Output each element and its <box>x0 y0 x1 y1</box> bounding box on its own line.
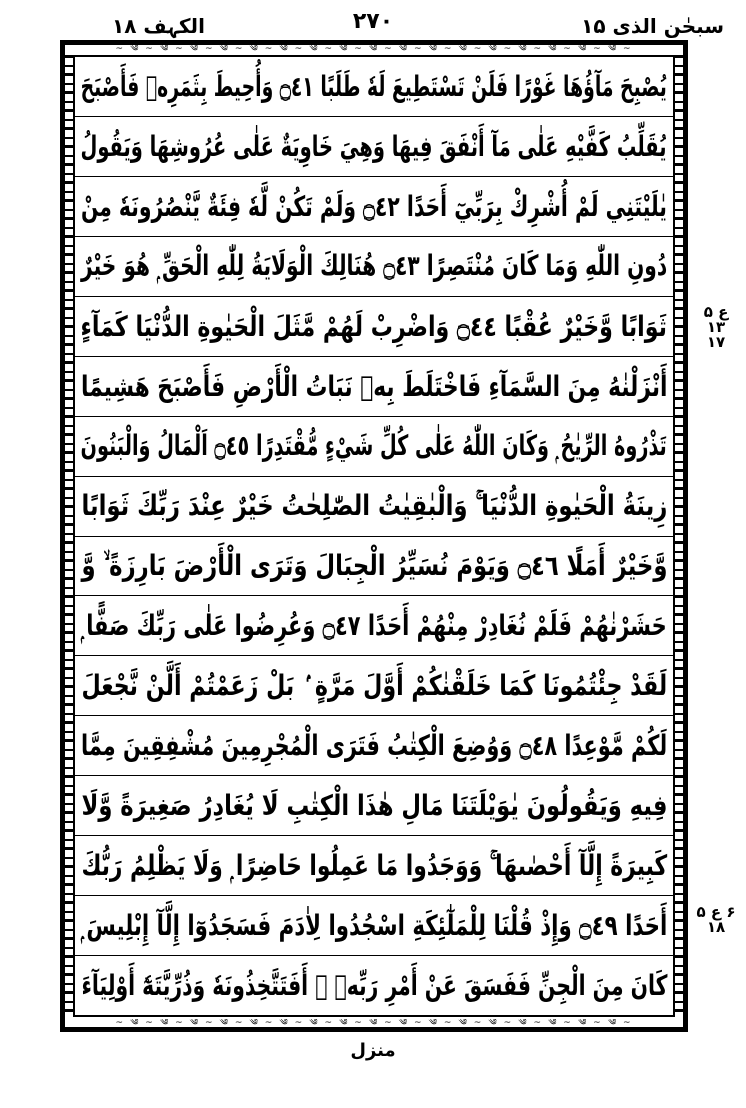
verse-line: زِينَةُ الْحَيٰوةِ الدُّنْيَا ۚ وَالْبٰقِيٰتُ الصّٰلِحٰتُ خَيْرٌ عِنْدَ رَبِّكَ ثَوَابًا <box>75 477 673 537</box>
verse-line: أَنْزَلْنٰهُ مِنَ السَّمَآءِ فَاخْتَلَطَ بِهٖ نَبَاتُ الْأَرْضِ فَأَصْبَحَ هَشِيمًا <box>75 357 673 417</box>
frame-ornament-bottom: ~ ༄ ~ ༄ ~ ༄ ~ ༄ ~ ༄ ~ ༄ ~ ༄ ~ ༄ ~ ༄ ~ ༄ ~ ༄ ~ ༄ ~ ༄ ~ ༄ ~ ༄ ~ ༄ ~ ༄ ~ <box>115 1019 633 1027</box>
verse-line: يُقَلِّبُ كَفَّيْهِ عَلٰى مَآ أَنْفَقَ فِيهَا وَهِيَ خَاوِيَةٌ عَلٰى عُرُوشِهَا وَيَقُولُ <box>75 117 673 177</box>
verse-line: دُونِ اللّٰهِ وَمَا كَانَ مُنْتَصِرًا ۝٤٣ هُنَالِكَ الْوَلَايَةُ لِلّٰهِ الْحَقِّ ۭ هُوَ خَيْرٌ <box>75 237 673 297</box>
page-number: ۲۷۰ <box>352 9 394 34</box>
manzil-label: منزل <box>350 1040 396 1061</box>
verse-line: ثَوَابًا وَّخَيْرٌ عُقْبًا ۝٤٤ وَاضْرِبْ لَهُمْ مَّثَلَ الْحَيٰوةِ الدُّنْيَا كَمَآءٍ <box>75 297 673 357</box>
verse-line: يٰلَيْتَنِي لَمْ أُشْرِكْ بِرَبِّيٓ أَحَدًا ۝٤٢ وَلَمْ تَكُنْ لَّهٗ فِئَةٌ يَّنْصُرُونَهٗ مِنْ <box>75 177 673 237</box>
verse-line: لَقَدْ جِئْتُمُونَا كَمَا خَلَقْنٰكُمْ أَوَّلَ مَرَّةٍ ۢ بَلْ زَعَمْتُمْ أَلَّنْ نَّجْعَلَ <box>75 656 673 716</box>
frame-ornament-top: ~ ༄ ~ ༄ ~ ༄ ~ ༄ ~ ༄ ~ ༄ ~ ༄ ~ ༄ ~ ༄ ~ ༄ ~ ༄ ~ ༄ ~ ༄ ~ ༄ ~ ༄ ~ ༄ ~ ༄ ~ <box>115 45 633 53</box>
frame-ornament-left <box>65 55 73 1017</box>
verse-line: لَكُمْ مَّوْعِدًا ۝٤٨ وَوُضِعَ الْكِتٰبُ فَتَرَى الْمُجْرِمِينَ مُشْفِقِينَ مِمَّا <box>75 716 673 776</box>
ruku-marker: ع ۵ ۱۳ ۱۷ <box>703 303 729 351</box>
verse-line: تَذْرُوهُ الرِّيٰحُ ۭ وَكَانَ اللّٰهُ عَلٰى كُلِّ شَيْءٍ مُّقْتَدِرًا ۝٤٥ اَلْمَالُ وَالْبَنُونَ <box>75 417 673 477</box>
ruku-marker: ۶ ع ۵ ۱۸ <box>696 903 736 936</box>
verse-lines <box>75 57 673 1015</box>
verse-line: حَشَرْنٰهُمْ فَلَمْ نُغَادِرْ مِنْهُمْ أَحَدًا ۝٤٧ وَعُرِضُوا عَلٰى رَبِّكَ صَفًّا ۭ <box>75 596 673 656</box>
page-frame <box>60 40 688 1032</box>
juz-title: سبحٰن الذی ۱۵ <box>581 14 724 38</box>
verse-line: كَبِيرَةً إِلَّآ أَحْصٰىهَا ۚ وَوَجَدُوا مَا عَمِلُوا حَاضِرًا ۭ وَلَا يَظْلِمُ رَبُّكَ <box>75 836 673 896</box>
verse-line: كَانَ مِنَ الْجِنِّ فَفَسَقَ عَنْ أَمْرِ رَبِّهٖ ۭ أَفَتَتَّخِذُونَهٗ وَذُرِّيَّتَهٗٓ أَوْلِيَآءَ <box>81 969 667 1003</box>
frame-ornament-right <box>675 55 683 1017</box>
surah-title: الکہف ۱۸ <box>112 14 205 38</box>
text-area <box>73 55 675 1017</box>
verse-line: فِيهِ وَيَقُولُونَ يٰوَيْلَتَنَا مَالِ هٰذَا الْكِتٰبِ لَا يُغَادِرُ صَغِيرَةً وَّلَا <box>75 776 673 836</box>
verse-line: يُصْبِحَ مَآؤُهَا غَوْرًا فَلَنْ تَسْتَطِيعَ لَهٗ طَلَبًا ۝٤١ وَأُحِيطَ بِثَمَرِهٖ فَأَصْبَحَ <box>75 57 673 117</box>
verse-line: أَحَدًا ۝٤٩ وَإِذْ قُلْنَا لِلْمَلٰٓئِكَةِ اسْجُدُوا لِاٰدَمَ فَسَجَدُوٓا إِلَّآ إِبْلِيسَ ۭ <box>75 896 673 956</box>
verse-line: وَّخَيْرٌ أَمَلًا ۝٤٦ وَيَوْمَ نُسَيِّرُ الْجِبَالَ وَتَرَى الْأَرْضَ بَارِزَةً ۙ وَّ <box>75 537 673 597</box>
